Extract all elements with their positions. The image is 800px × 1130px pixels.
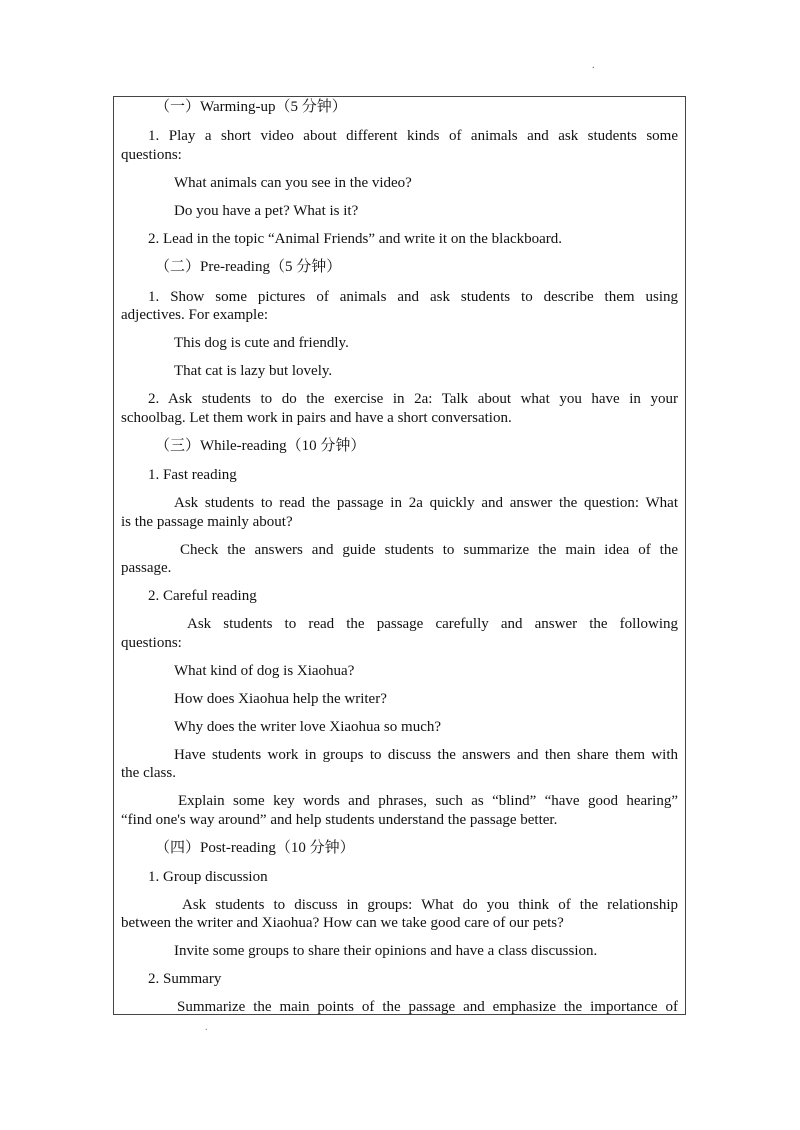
careful-reading-question-1: What kind of dog is Xiaohua? [174,663,355,679]
fast-reading-paragraph-2-line-2: passage. [121,560,172,576]
page-mark-bottom: . [205,1022,208,1033]
group-discussion-title: 1. Group discussion [148,869,268,885]
warmup-item-2: 2. Lead in the topic “Animal Friends” and write it on the blackboard. [148,231,563,247]
warmup-question-2: Do you have a pet? What is it? [174,203,359,219]
whilereading-heading: （三）While-reading（10 分钟） [155,438,366,454]
careful-reading-paragraph-1-line-2: questions: [121,635,182,651]
careful-reading-paragraph-3-line-2: “find one's way around” and help students understand the passage better. [121,812,558,828]
fast-reading-paragraph-1-line-2: is the passage mainly about? [121,514,293,530]
fast-reading-paragraph-2-line-1: Check the answers and guide students to summarize the main idea of the [180,542,678,558]
warmup-heading: （一）Warming-up（5 分钟） [155,99,347,115]
group-discussion-paragraph-2: Invite some groups to share their opinions and have a class discussion. [174,943,598,959]
careful-reading-paragraph-3-line-1: Explain some key words and phrases, such as “blind” “have good hearing” [178,793,678,809]
group-discussion-paragraph-1-line-2: between the writer and Xiaohua? How can we take good care of our pets? [121,915,564,931]
prereading-item-2-line-1: 2. Ask students to do the exercise in 2a: Talk about what you have in your [148,391,678,407]
fast-reading-title: 1. Fast reading [148,467,237,483]
prereading-example-2: That cat is lazy but lovely. [174,363,333,379]
careful-reading-paragraph-2-line-1: Have students work in groups to discuss the answers and then share them with [174,747,678,763]
warmup-item-1-line-1: 1. Play a short video about different kinds of animals and ask students some [148,128,678,144]
postreading-heading: （四）Post-reading（10 分钟） [155,840,355,856]
careful-reading-question-3: Why does the writer love Xiaohua so much? [174,719,442,735]
prereading-item-1-line-1: 1. Show some pictures of animals and ask students to describe them using [148,289,678,305]
summary-paragraph-1-line-1: Summarize the main points of the passage and emphasize the importance of [177,999,678,1015]
prereading-heading: （二）Pre-reading（5 分钟） [155,259,342,275]
careful-reading-title: 2. Careful reading [148,588,257,604]
prereading-example-1: This dog is cute and friendly. [174,335,349,351]
group-discussion-paragraph-1-line-1: Ask students to discuss in groups: What do you think of the relationship [182,897,678,913]
careful-reading-paragraph-1-line-1: Ask students to read the passage carefully and answer the following [187,616,678,632]
warmup-question-1: What animals can you see in the video? [174,175,412,191]
careful-reading-paragraph-2-line-2: the class. [121,765,176,781]
prereading-item-1-line-2: adjectives. For example: [121,307,269,323]
warmup-item-1-line-2: questions: [121,147,182,163]
page-mark-top: . [592,60,595,71]
fast-reading-paragraph-1-line-1: Ask students to read the passage in 2a quickly and answer the question: What [174,495,678,511]
careful-reading-question-2: How does Xiaohua help the writer? [174,691,387,707]
summary-title: 2. Summary [148,971,222,987]
prereading-item-2-line-2: schoolbag. Let them work in pairs and have a short conversation. [121,410,512,426]
